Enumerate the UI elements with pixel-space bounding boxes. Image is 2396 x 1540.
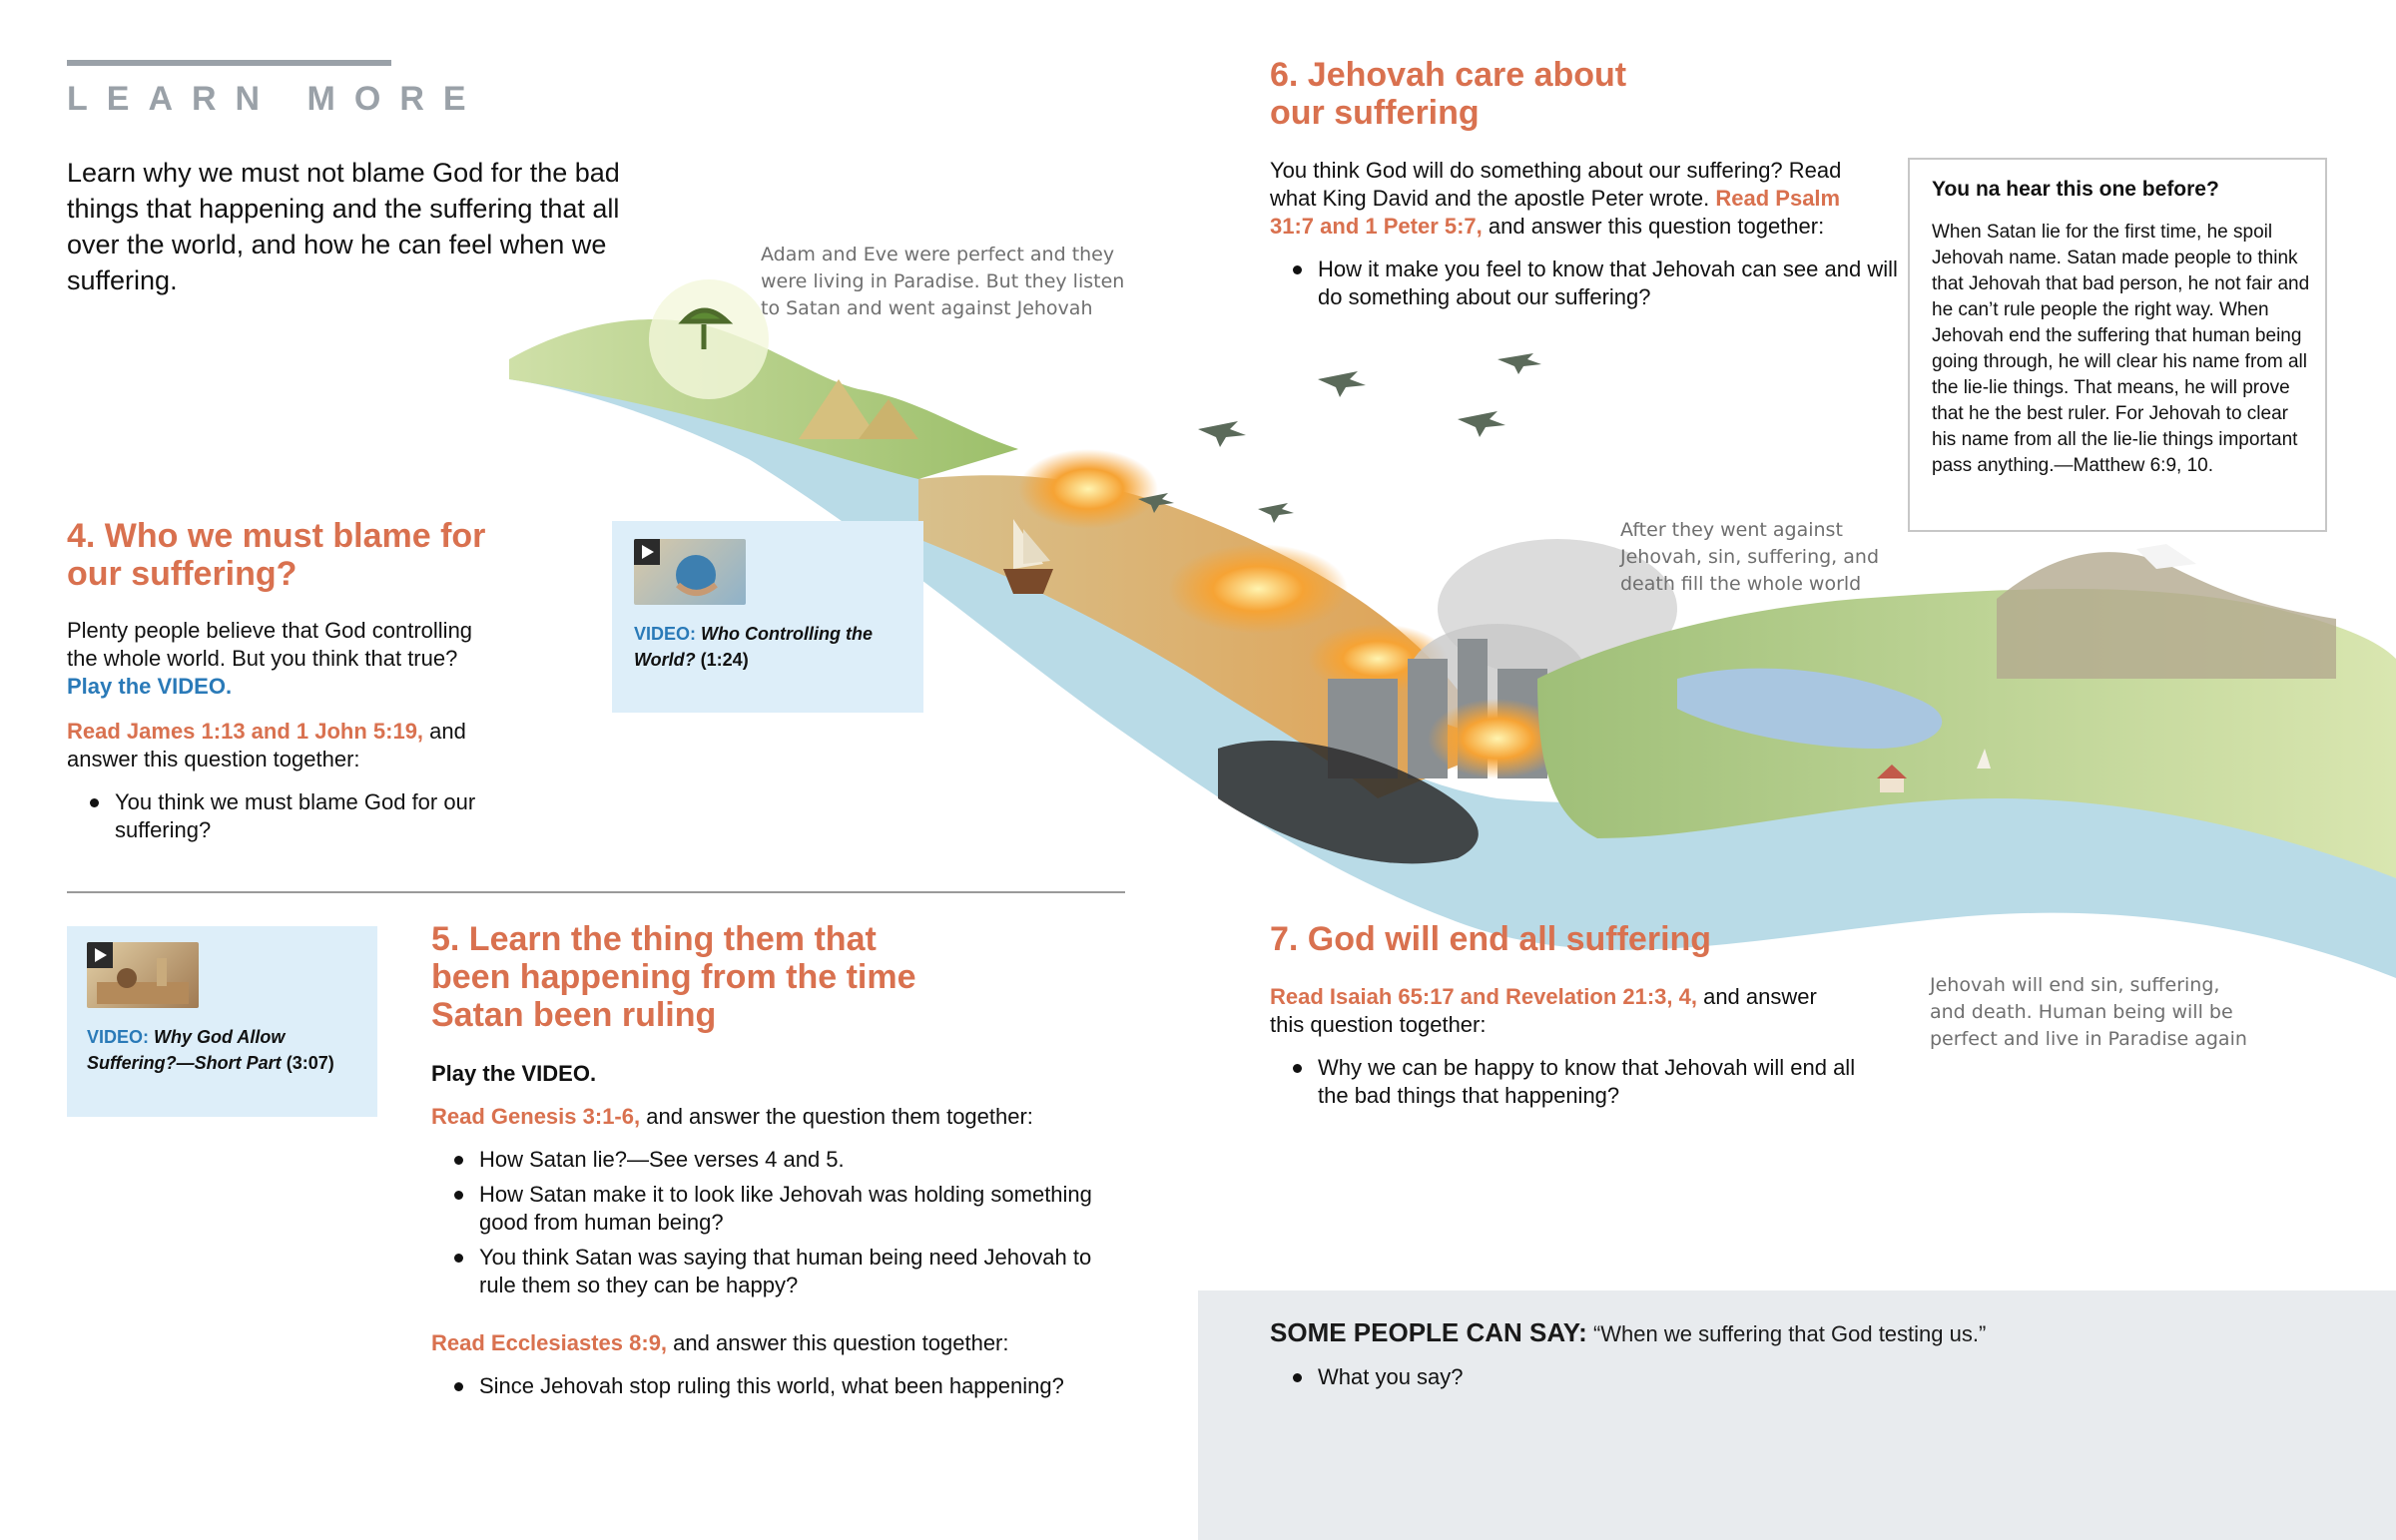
section5-read1-rest: and answer the question them together:	[640, 1104, 1033, 1129]
play-icon	[634, 539, 660, 565]
video-duration: (3:07)	[286, 1053, 334, 1073]
list-item: How Satan lie?—See verses 4 and 5.	[479, 1146, 1118, 1174]
did-you-know-body: When Satan lie for the first time, he spoil Jehovah name. Satan made people to think that Jehovah that bad person, he not fair and he can’t rule people the right way. When Jehovah end the suffering that human being going through, he will clear his name from all the lie-lie things. That means, he will prove that he the best ruler. For Jehovah to clear his name from all the lie-lie things important pass anything.—Matthew 6:9, 10.	[1932, 222, 2310, 476]
section4-body	[67, 617, 506, 701]
paradise-glow	[649, 279, 769, 399]
fire-blaze	[1018, 449, 1158, 529]
video-title: Why God Allow Suffering?—Short Part	[87, 1027, 286, 1073]
section6-read-rest: and answer this question together:	[1482, 214, 1825, 239]
video-thumbnail[interactable]	[634, 539, 746, 605]
section5-read1	[431, 1103, 1110, 1131]
play-icon	[87, 942, 113, 968]
some-people-line	[1270, 1317, 2318, 1349]
video-caption	[634, 621, 903, 673]
caption-future: Jehovah will end sin, suffering, and death. Human being will be perfect and live in Paradise again	[1930, 974, 2247, 1050]
some-people-quote: “When we suffering that God testing us.”	[1586, 1321, 1987, 1346]
section5-read2-rest: and answer this question together:	[667, 1330, 1009, 1355]
section6-scripture-link[interactable]: Read Psalm 31:7 and 1 Peter 5:7,	[1270, 186, 1841, 239]
video-title: Who Controlling the World?	[634, 624, 873, 670]
section7-bullets	[1270, 1054, 1877, 1117]
list-item: You think we must blame God for our suffering?	[115, 788, 534, 844]
learn-more-rule	[67, 60, 391, 66]
some-people-label: SOME PEOPLE CAN SAY:	[1270, 1317, 1587, 1347]
caption-paradise: Adam and Eve were perfect and they were living in Paradise. But they listen to Satan and went against Jehovah	[761, 244, 1125, 319]
video-box-why-god-allow[interactable]	[67, 926, 377, 1117]
learn-more-title: LEARN MORE	[67, 80, 485, 118]
mountain	[1997, 552, 2336, 679]
section-divider	[67, 891, 1125, 893]
caption-sin: After they went against Jehovah, sin, suffering, and death fill the whole world	[1620, 519, 1880, 595]
section4-read	[67, 718, 506, 773]
video-duration: (1:24)	[700, 650, 749, 670]
section4-play-link[interactable]: Play the VIDEO.	[67, 674, 233, 699]
section5-scripture-link-2[interactable]: Read Ecclesiastes 8:9,	[431, 1330, 668, 1355]
video-box-who-controlling[interactable]	[612, 521, 923, 713]
did-you-know-box	[1908, 158, 2327, 532]
section4-bullets	[67, 788, 534, 851]
section5-read2	[431, 1329, 1110, 1357]
section5-scripture-link[interactable]: Read Genesis 3:1-6,	[431, 1104, 641, 1129]
video-thumbnail[interactable]	[87, 942, 199, 1008]
section7-read-rest: and answer this question together:	[1270, 984, 1817, 1037]
section4-scripture-link[interactable]: Read James 1:13 and 1 John 5:19,	[67, 719, 424, 744]
section6-body-text: You think God will do something about our suffering? Read what King David and the apostle Peter wrote.	[1270, 158, 1842, 211]
list-item: You think Satan was saying that human being need Jehovah to rule them so they can be happy?	[479, 1244, 1118, 1299]
list-item: What you say?	[1318, 1363, 1917, 1391]
intro-text: Learn why we must not blame God for the bad things that happening and the suffering that all over the world, and how he can feel when we suffering.	[67, 158, 620, 295]
section5-heading: 5. Learn the thing them that been happening from the time Satan been ruling	[431, 920, 916, 1034]
section4-body-text: Plenty people believe that God controlling the whole world. But you think that true?	[67, 618, 473, 671]
some-people-bullets	[1270, 1363, 1917, 1398]
did-you-know-title: You na hear this one before?	[1932, 178, 2219, 201]
list-item: Since Jehovah stop ruling this world, what been happening?	[479, 1372, 1158, 1400]
section7-read	[1270, 983, 1849, 1039]
plane-icon	[1138, 353, 1541, 523]
section4-read-rest: and answer this question together:	[67, 719, 466, 771]
section7-heading: 7. God will end all suffering	[1270, 920, 1712, 958]
section5-play-link[interactable]: Play the VIDEO.	[431, 1061, 597, 1086]
section5-bullets	[431, 1146, 1118, 1306]
list-item: How Satan make it to look like Jehovah was holding something good from human being?	[479, 1181, 1118, 1237]
fire-blaze	[1168, 544, 1348, 634]
section4-heading: 4. Who we must blame for our suffering?	[67, 517, 486, 593]
section6-heading: 6. Jehovah care about our suffering	[1270, 56, 1627, 132]
section6-body	[1270, 157, 1889, 241]
list-item: Why we can be happy to know that Jehovah will end all the bad things that happening?	[1318, 1054, 1877, 1110]
video-label: VIDEO:	[87, 1027, 150, 1047]
section5-bullets-2	[431, 1372, 1158, 1407]
list-item: How it make you feel to know that Jehovah can see and will do something about our suffering?	[1318, 256, 1917, 311]
section6-bullets	[1270, 256, 1917, 318]
video-label: VIDEO:	[634, 624, 697, 644]
section7-scripture-link[interactable]: Read Isaiah 65:17 and Revelation 21:3, 4,	[1270, 984, 1697, 1009]
video-caption	[87, 1024, 371, 1076]
